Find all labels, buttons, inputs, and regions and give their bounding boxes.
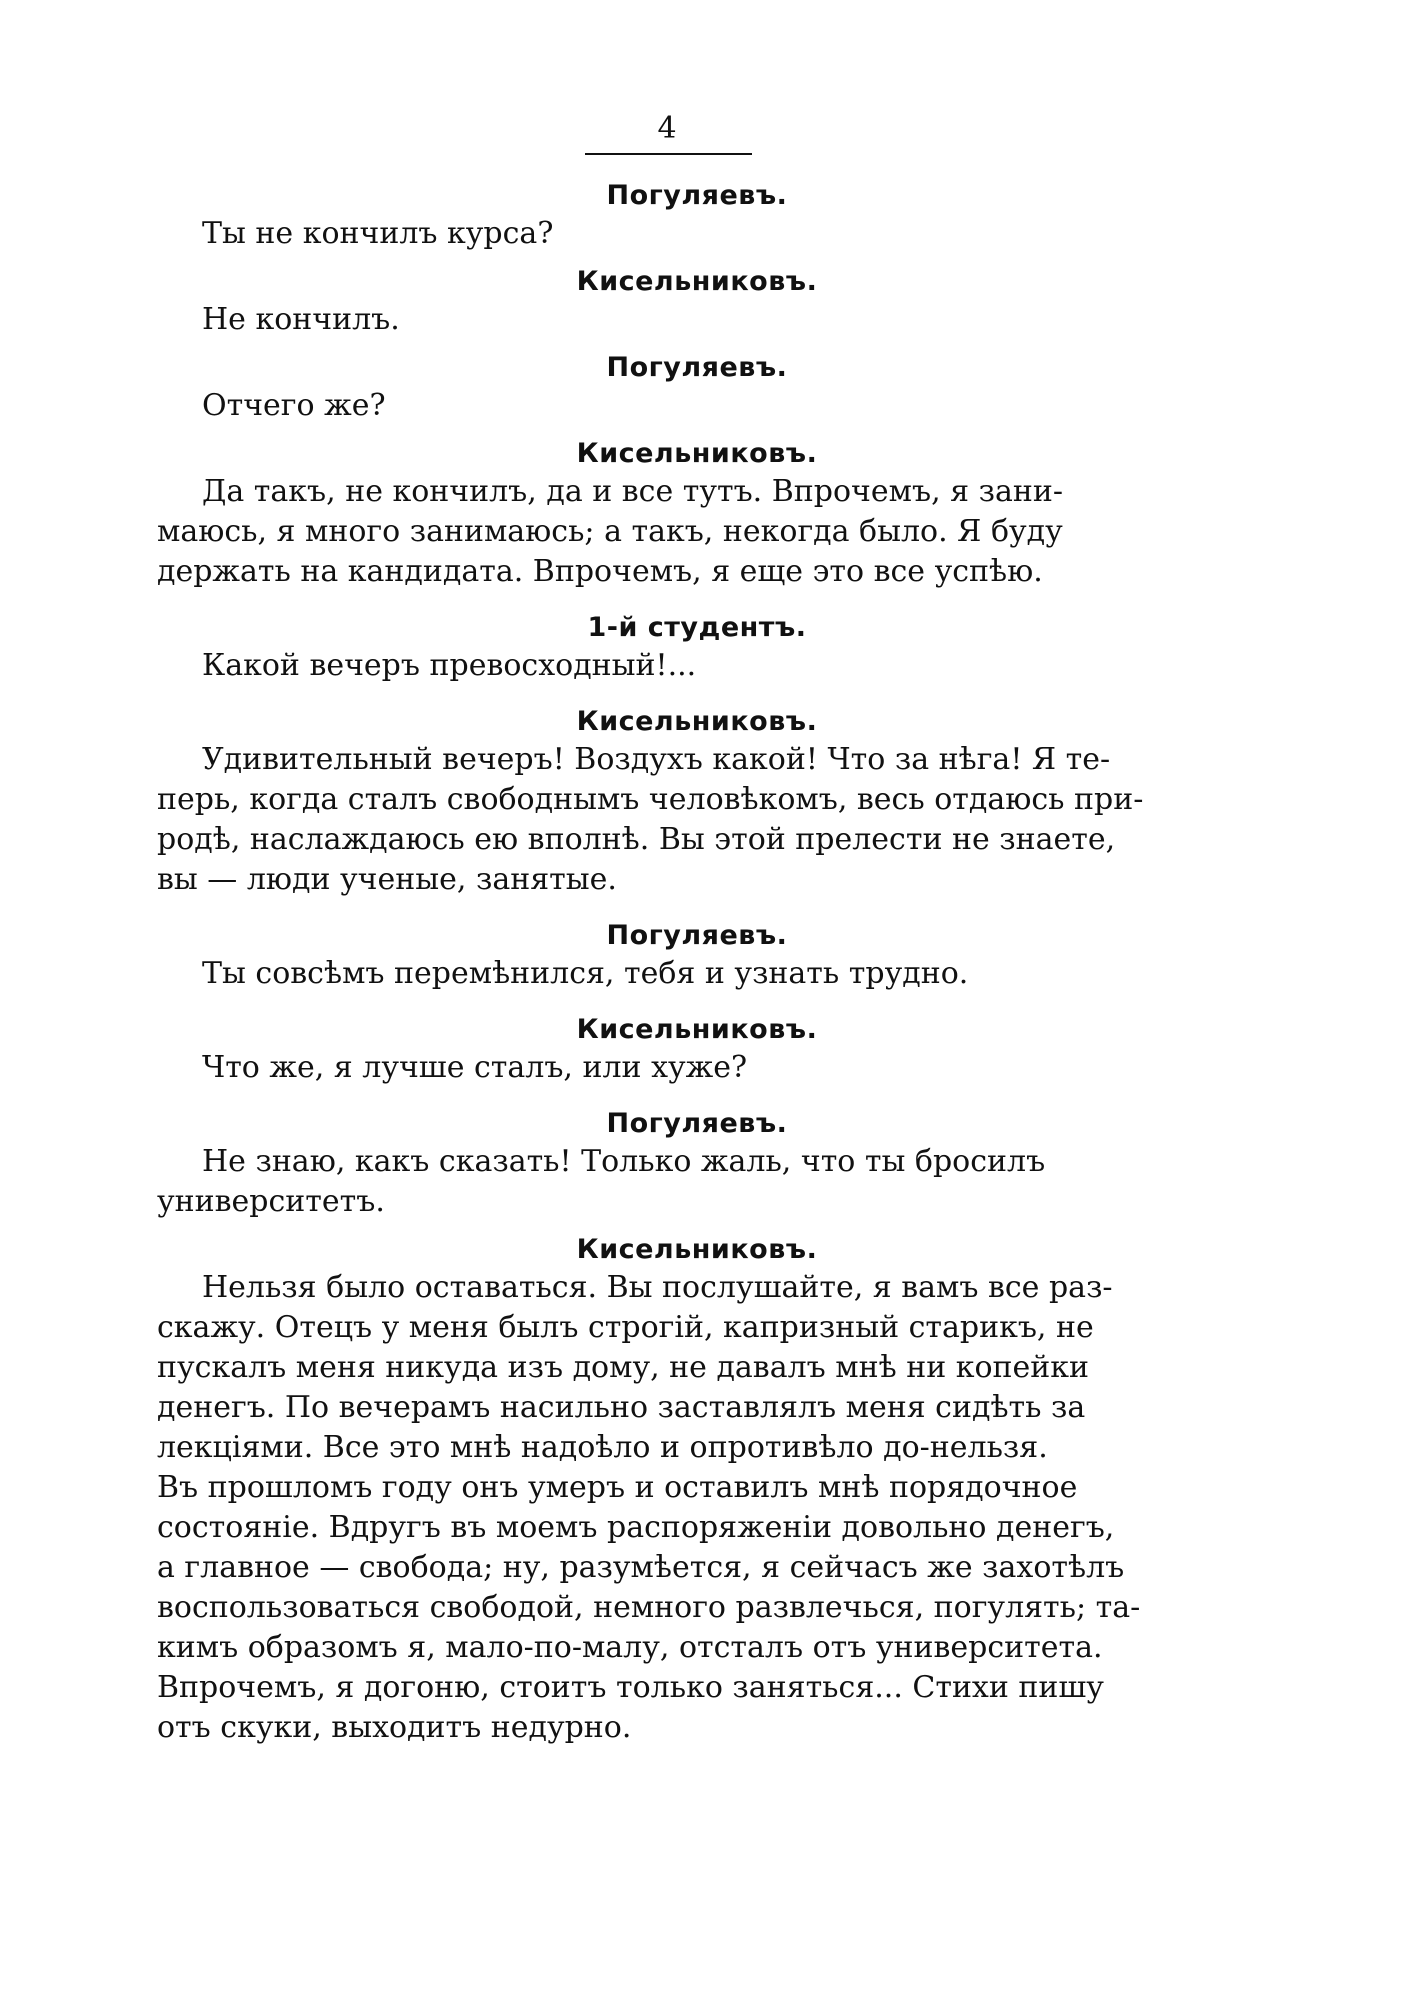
dialogue-line: кимъ образомъ я, мало-по-малу, отсталъ отъ университета. bbox=[157, 1630, 1103, 1665]
dialogue-line: Нельзя было оставаться. Вы послушайте, я вамъ все раз- bbox=[202, 1270, 1113, 1305]
dialogue-line: лекціями. Все это мнѣ надоѣло и опротивѣло до-нельзя. bbox=[157, 1430, 1048, 1465]
dialogue-line: пускалъ меня никуда изъ дому, не давалъ мнѣ ни копейки bbox=[157, 1350, 1090, 1385]
dialogue-line: Не кончилъ. bbox=[202, 302, 400, 337]
dialogue-line: вы — люди ученые, занятые. bbox=[157, 862, 617, 897]
dialogue-line: держать на кандидата. Впрочемъ, я еще это все успѣю. bbox=[157, 554, 1043, 589]
book-page bbox=[157, 0, 1177, 1999]
dialogue-line: Въ прошломъ году онъ умеръ и оставилъ мнѣ порядочное bbox=[157, 1470, 1078, 1505]
dialogue-line: университетъ. bbox=[157, 1184, 385, 1219]
dialogue-line: маюсь, я много занимаюсь; а такъ, некогда было. Я буду bbox=[157, 514, 1063, 549]
page-number: 4 bbox=[657, 111, 677, 146]
speaker-name: Кисельниковъ. bbox=[576, 1014, 818, 1045]
dialogue-line: Ты не кончилъ курса? bbox=[202, 216, 554, 251]
dialogue-line: Отчего же? bbox=[202, 388, 386, 423]
speaker-name: Погуляевъ. bbox=[606, 180, 788, 211]
dialogue-line: родѣ, наслаждаюсь ею вполнѣ. Вы этой прелести не знаете, bbox=[157, 822, 1116, 857]
dialogue-line: Что же, я лучше сталъ, или хуже? bbox=[202, 1050, 748, 1085]
dialogue-line: скажу. Отецъ у меня былъ строгій, капризный старикъ, не bbox=[157, 1310, 1094, 1345]
dialogue-line: Да такъ, не кончилъ, да и все тутъ. Впрочемъ, я зани- bbox=[202, 474, 1063, 509]
speaker-name: Кисельниковъ. bbox=[576, 438, 818, 469]
dialogue-line: а главное — свобода; ну, разумѣется, я сейчасъ же захотѣлъ bbox=[157, 1550, 1125, 1585]
dialogue-line: денегъ. По вечерамъ насильно заставлялъ меня сидѣть за bbox=[157, 1390, 1086, 1425]
dialogue-line: Ты совсѣмъ перемѣнился, тебя и узнать трудно. bbox=[202, 956, 969, 991]
dialogue-line: Удивительный вечеръ! Воздухъ какой! Что за нѣга! Я те- bbox=[202, 742, 1111, 777]
speaker-name: Кисельниковъ. bbox=[576, 1234, 818, 1265]
speaker-name: Погуляевъ. bbox=[606, 1108, 788, 1139]
speaker-name: Погуляевъ. bbox=[606, 352, 788, 383]
dialogue-line: Не знаю, какъ сказать! Только жаль, что ты бросилъ bbox=[202, 1144, 1046, 1179]
speaker-name: Погуляевъ. bbox=[606, 920, 788, 951]
dialogue-line: отъ скуки, выходитъ недурно. bbox=[157, 1710, 632, 1745]
dialogue-line: Какой вечеръ превосходный!... bbox=[202, 648, 697, 683]
page-number-rule bbox=[585, 153, 752, 155]
dialogue-line: перь, когда сталъ свободнымъ человѣкомъ, весь отдаюсь при- bbox=[157, 782, 1144, 817]
dialogue bbox=[157, 178, 1177, 1748]
dialogue-line: воспользоваться свободой, немного развлечься, погулять; та- bbox=[157, 1590, 1141, 1625]
speaker-name: 1-й студентъ. bbox=[587, 612, 807, 643]
speaker-name: Кисельниковъ. bbox=[576, 706, 818, 737]
dialogue-line: Впрочемъ, я догоню, стоитъ только заняться... Стихи пишу bbox=[157, 1670, 1104, 1705]
speaker-name: Кисельниковъ. bbox=[576, 266, 818, 297]
dialogue-line: состояніе. Вдругъ въ моемъ распоряженіи довольно денегъ, bbox=[157, 1510, 1115, 1545]
